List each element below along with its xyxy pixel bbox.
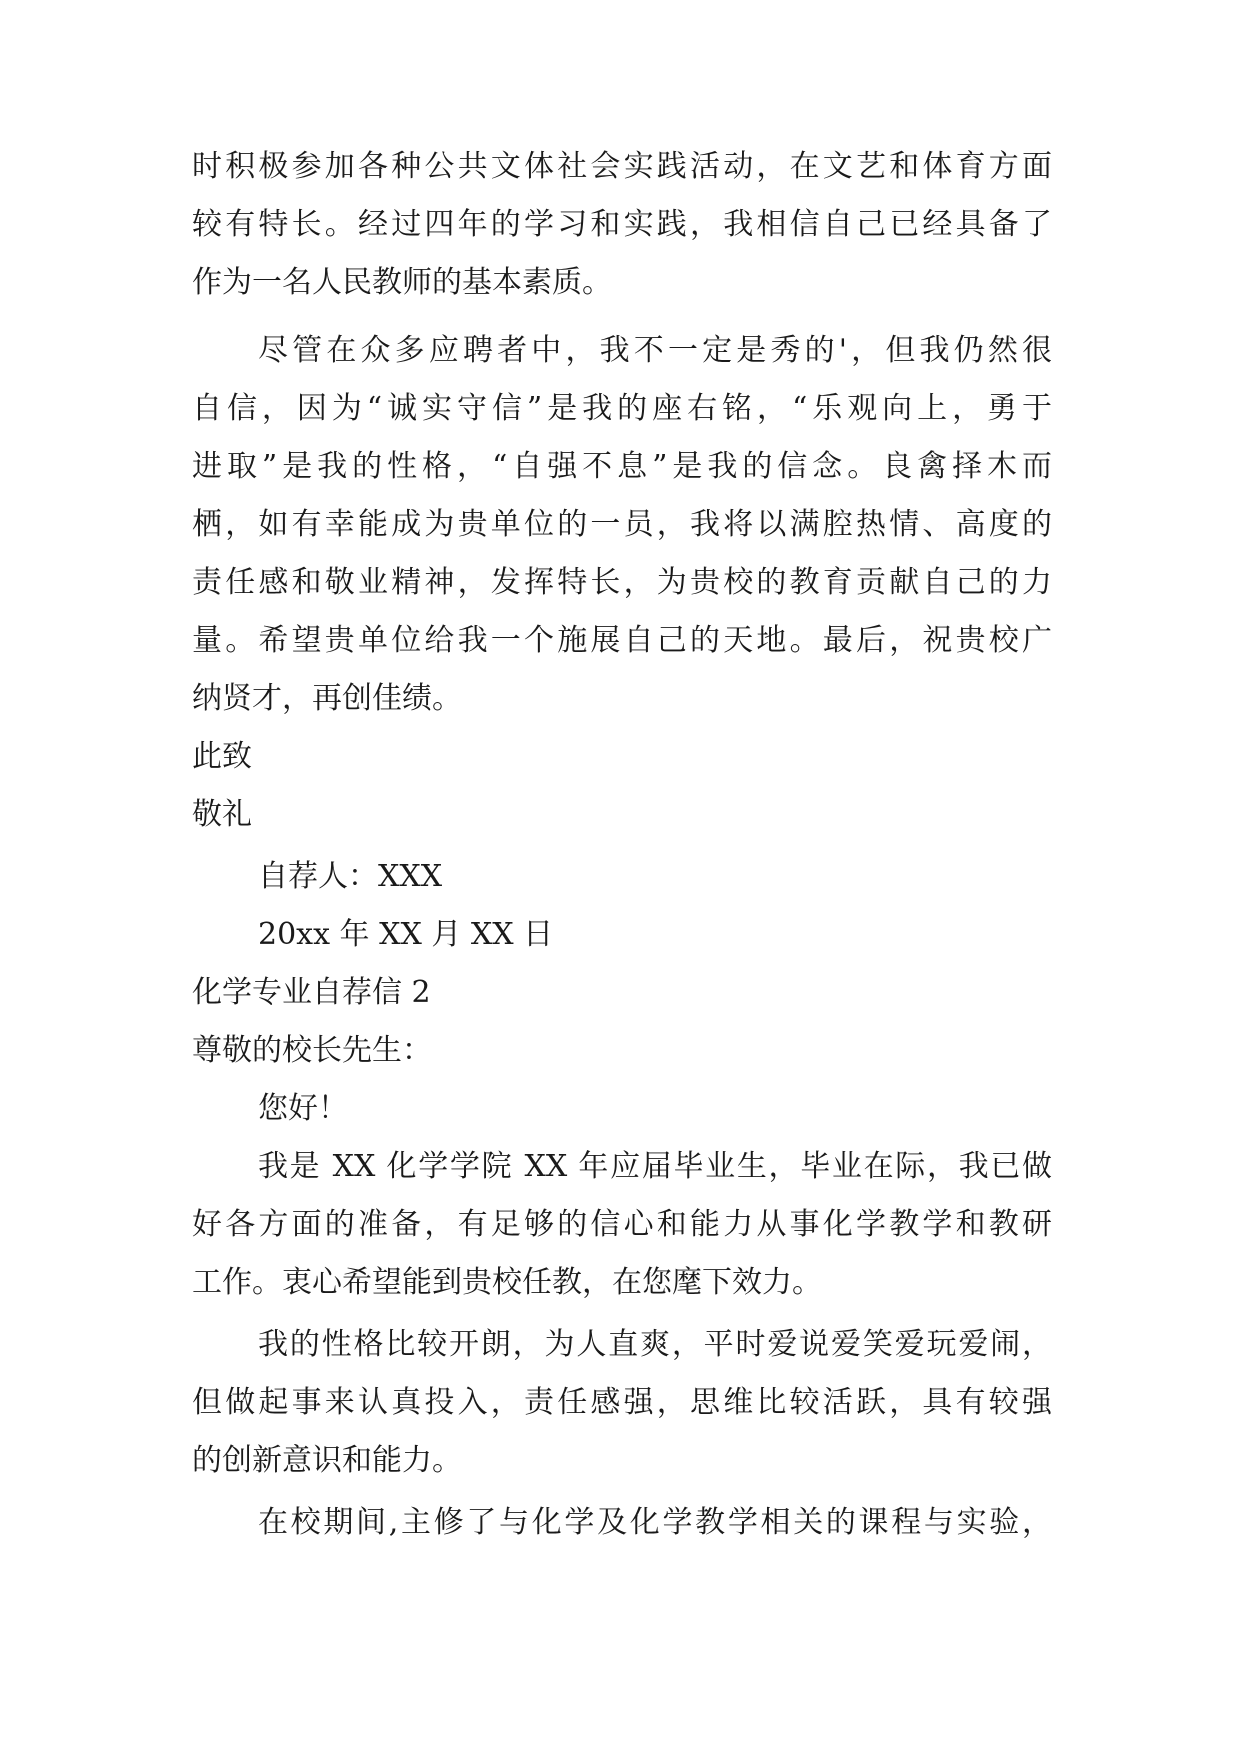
paragraph-line: 工作。衷心希望能到贵校任教，在您麾下效力。 <box>192 1265 822 1300</box>
section-title: 化学专业自荐信 2 <box>192 975 431 1010</box>
paragraph-line: 自信，因为“诚实守信”是我的座右铭，“乐观向上，勇于 <box>192 391 1052 426</box>
signature-date: 20xx 年 XX 月 XX 日 <box>258 917 554 952</box>
paragraph-line: 栖，如有幸能成为贵单位的一员，我将以满腔热情、高度的 <box>192 507 1052 542</box>
paragraph-line: 尽管在众多应聘者中，我不一定是秀的'，但我仍然很 <box>258 333 1052 368</box>
paragraph-line: 较有特长。经过四年的学习和实践，我相信自己已经具备了 <box>192 207 1052 242</box>
greeting: 您好！ <box>258 1091 348 1126</box>
paragraph-line: 量。希望贵单位给我一个施展自己的天地。最后，祝贵校广 <box>192 623 1052 658</box>
greeting-addressee: 尊敬的校长先生： <box>192 1033 432 1068</box>
paragraph-line: 进取”是我的性格，“自强不息”是我的信念。良禽择木而 <box>192 449 1052 484</box>
paragraph-line: 责任感和敬业精神，发挥特长，为贵校的教育贡献自己的力 <box>192 565 1052 600</box>
paragraph-line: 的创新意识和能力。 <box>192 1443 462 1478</box>
paragraph-line: 纳贤才，再创佳绩。 <box>192 681 462 716</box>
signature-name: 自荐人：XXX <box>258 859 443 894</box>
closing-salutation: 此致 <box>192 739 252 774</box>
paragraph-line: 但做起事来认真投入，责任感强，思维比较活跃，具有较强 <box>192 1385 1052 1420</box>
paragraph-line: 我的性格比较开朗，为人直爽，平时爱说爱笑爱玩爱闹， <box>258 1327 1052 1362</box>
paragraph-line: 好各方面的准备，有足够的信心和能力从事化学教学和教研 <box>192 1207 1052 1242</box>
closing-regards: 敬礼 <box>192 797 252 832</box>
paragraph-line: 我是 XX 化学学院 XX 年应届毕业生，毕业在际，我已做 <box>258 1149 1052 1184</box>
paragraph-line: 在校期间,主修了与化学及化学教学相关的课程与实验， <box>258 1505 1052 1540</box>
paragraph-line: 作为一名人民教师的基本素质。 <box>192 265 612 300</box>
paragraph-line: 时积极参加各种公共文体社会实践活动，在文艺和体育方面 <box>192 149 1052 184</box>
